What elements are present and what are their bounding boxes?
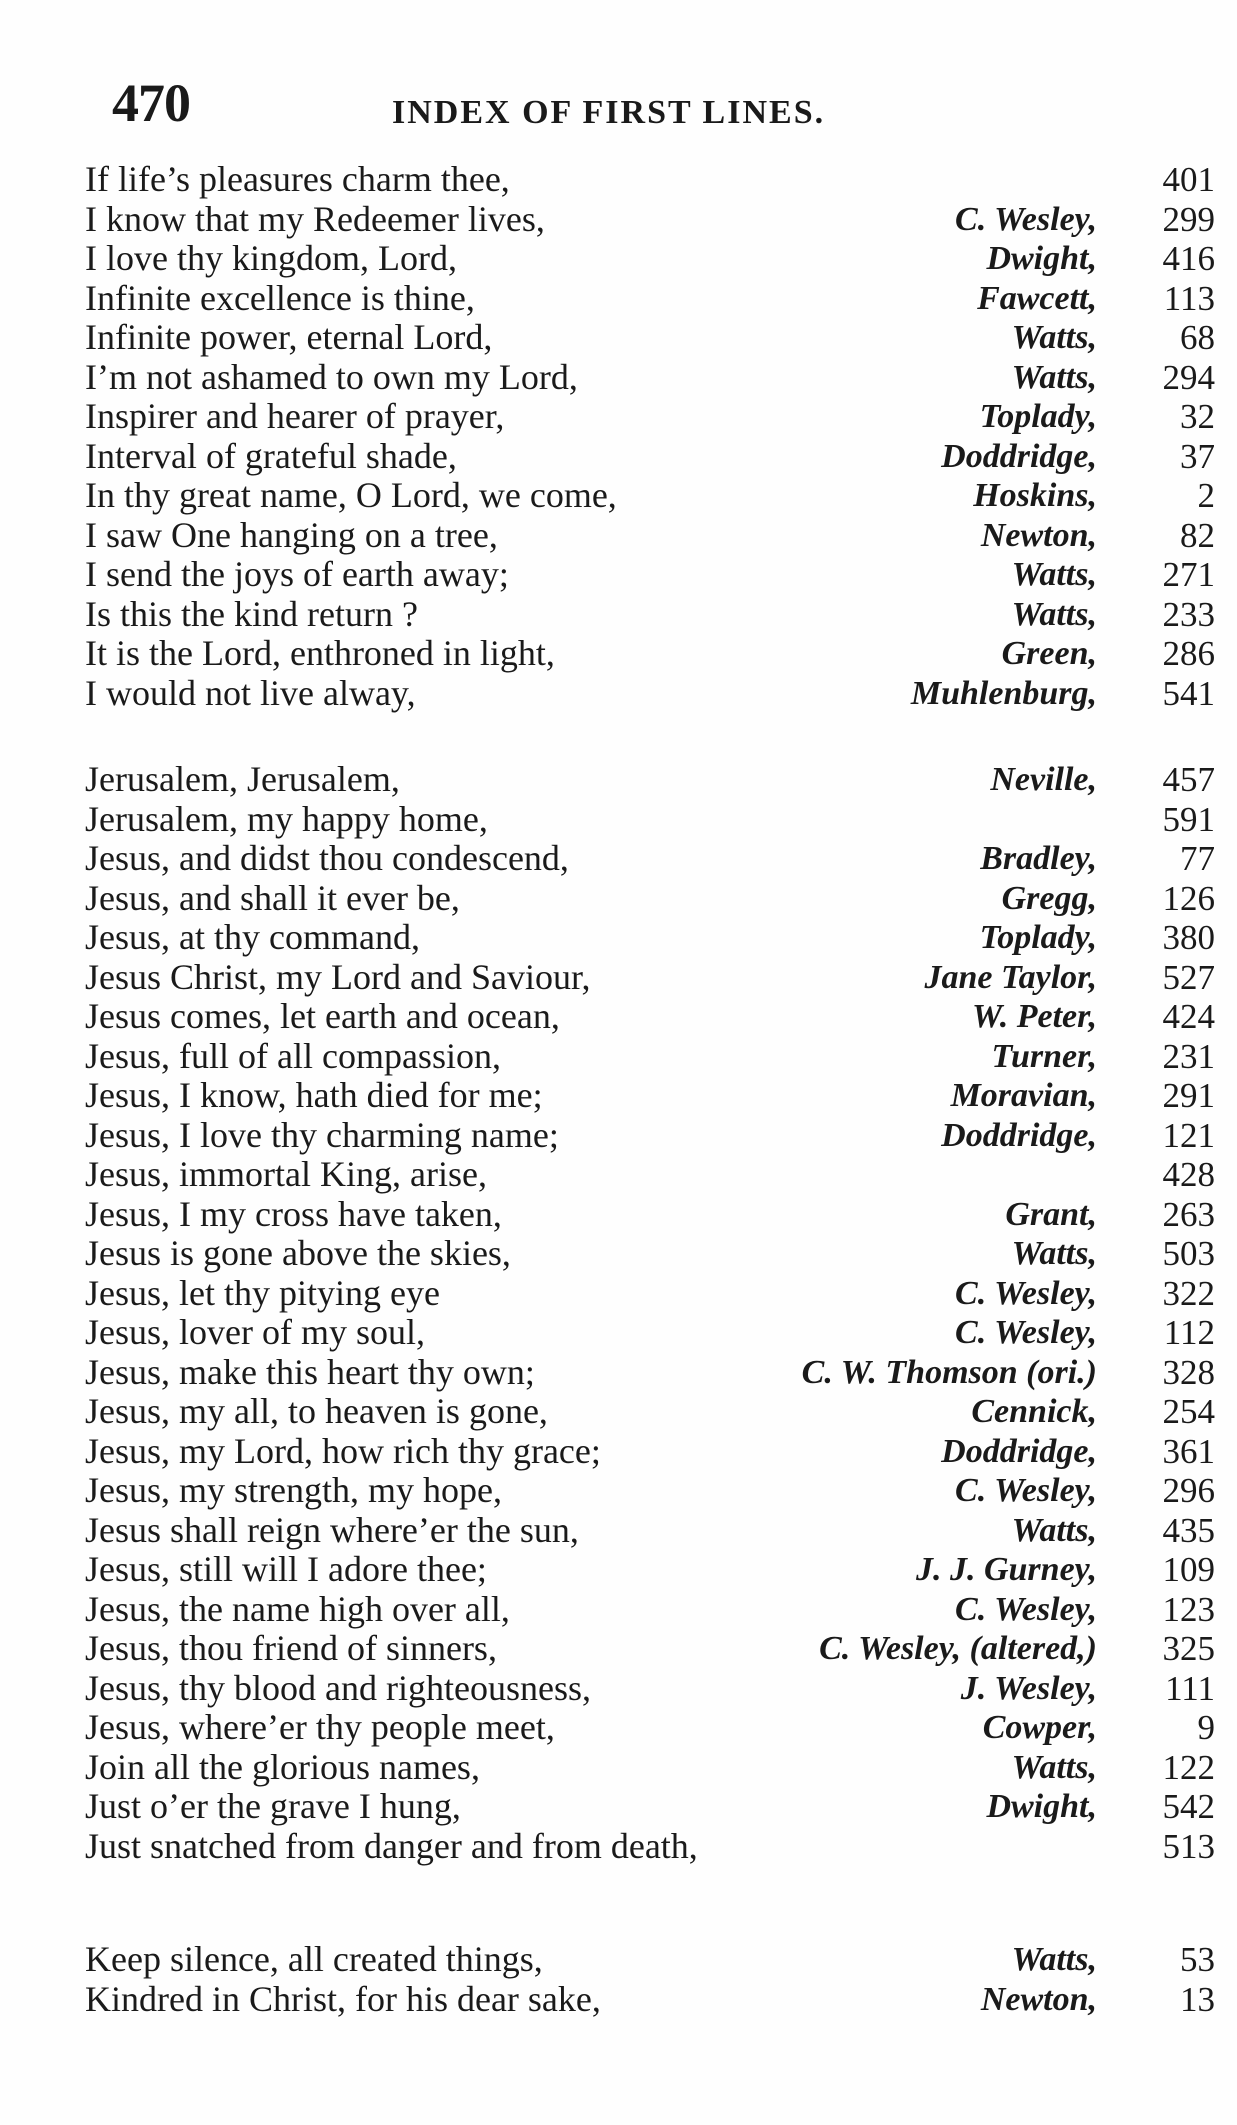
hymn-number: 291 bbox=[1162, 1076, 1215, 1115]
hymn-number: 435 bbox=[1162, 1510, 1215, 1550]
author-name: Cennick, bbox=[971, 1393, 1097, 1430]
index-entry bbox=[85, 160, 1215, 200]
author-name: C. Wesley, bbox=[955, 1314, 1097, 1351]
index-entry bbox=[85, 1234, 1215, 1274]
hymn-number: 122 bbox=[1162, 1747, 1215, 1787]
author-name: Moravian, bbox=[950, 1077, 1097, 1114]
hymn-number: 37 bbox=[1180, 436, 1215, 476]
index-entry bbox=[85, 437, 1215, 477]
index-entry bbox=[85, 1511, 1215, 1551]
first-line-text: Jesus, full of all compassion, bbox=[85, 1035, 501, 1076]
first-line-text: If life’s pleasures charm thee, bbox=[85, 159, 510, 199]
index-entry bbox=[85, 1827, 1215, 1867]
hymn-number: 112 bbox=[1163, 1313, 1215, 1352]
index-entry bbox=[85, 1940, 1215, 1980]
index-entry bbox=[85, 918, 1215, 958]
author-name: C. Wesley, bbox=[955, 1274, 1097, 1312]
author-name: Toplady, bbox=[979, 398, 1097, 435]
author-name: C. Wesley, (altered,) bbox=[819, 1630, 1097, 1667]
hymn-number: 328 bbox=[1162, 1352, 1215, 1392]
hymn-number: 542 bbox=[1162, 1787, 1215, 1826]
hymn-number: 111 bbox=[1165, 1668, 1215, 1708]
first-line-text: Jesus, I know, hath died for me; bbox=[85, 1075, 543, 1115]
index-entry bbox=[85, 555, 1215, 595]
first-line-text: I send the joys of earth away; bbox=[85, 554, 509, 594]
first-line-text: In thy great name, O Lord, we come, bbox=[85, 475, 617, 515]
author-name: Dwight, bbox=[986, 1788, 1097, 1825]
index-section-k bbox=[85, 1940, 1215, 2019]
first-line-text: Jesus Christ, my Lord and Saviour, bbox=[85, 956, 591, 997]
index-entry bbox=[85, 1980, 1215, 2020]
hymn-number: 113 bbox=[1163, 278, 1215, 318]
first-line-text: Kindred in Christ, for his dear sake, bbox=[85, 1978, 601, 2019]
first-line-text: Inspirer and hearer of prayer, bbox=[85, 396, 505, 436]
first-line-text: Keep silence, all created things, bbox=[85, 1939, 543, 1979]
first-line-text: Just o’er the grave I hung, bbox=[85, 1786, 461, 1826]
hymn-number: 121 bbox=[1162, 1115, 1215, 1155]
author-name: Cowper, bbox=[982, 1709, 1097, 1746]
index-entry bbox=[85, 200, 1215, 240]
index-entry bbox=[85, 595, 1215, 635]
author-name: Green, bbox=[1001, 635, 1097, 672]
hymn-number: 53 bbox=[1180, 1940, 1215, 1979]
index-entry bbox=[85, 1787, 1215, 1827]
first-line-text: Jesus, lover of my soul, bbox=[85, 1312, 425, 1352]
hymn-number: 109 bbox=[1162, 1550, 1215, 1589]
first-line-text: Jesus, where’er thy people meet, bbox=[85, 1707, 555, 1747]
author-name: J. J. Gurney, bbox=[915, 1551, 1097, 1588]
index-entry bbox=[85, 674, 1215, 714]
index-entry bbox=[85, 1748, 1215, 1788]
first-line-text: Jesus, the name high over all, bbox=[85, 1588, 510, 1629]
author-name: Doddridge, bbox=[941, 1116, 1097, 1154]
index-entry bbox=[85, 1392, 1215, 1432]
author-name: Newton, bbox=[980, 1980, 1097, 2018]
author-name: C. Wesley, bbox=[955, 200, 1097, 238]
hymn-number: 401 bbox=[1162, 160, 1215, 199]
hymn-number: 527 bbox=[1162, 957, 1215, 997]
first-line-text: It is the Lord, enthroned in light, bbox=[85, 633, 555, 673]
first-line-text: Jesus, and shall it ever be, bbox=[85, 877, 460, 918]
first-line-text: Jesus, I my cross have taken, bbox=[85, 1193, 502, 1234]
index-entry bbox=[85, 476, 1215, 516]
first-line-text: Jesus, my Lord, how rich thy grace; bbox=[85, 1430, 601, 1471]
hymn-number: 77 bbox=[1180, 839, 1215, 878]
first-line-text: Jesus, thy blood and righteousness, bbox=[85, 1667, 591, 1708]
hymn-number: 428 bbox=[1162, 1155, 1215, 1194]
index-entry bbox=[85, 1432, 1215, 1472]
hymn-number: 380 bbox=[1162, 918, 1215, 957]
hymn-number: 82 bbox=[1180, 515, 1215, 555]
author-name: J. Wesley, bbox=[960, 1669, 1097, 1707]
author-name: Gregg, bbox=[1001, 879, 1097, 917]
index-entry bbox=[85, 318, 1215, 358]
hymn-number: 424 bbox=[1162, 997, 1215, 1036]
author-name: Doddridge, bbox=[941, 1432, 1097, 1470]
first-line-text: Jerusalem, Jerusalem, bbox=[85, 759, 400, 799]
first-line-text: Interval of grateful shade, bbox=[85, 435, 457, 476]
first-line-text: Jesus, make this heart thy own; bbox=[85, 1351, 535, 1392]
author-name: C. Wesley, bbox=[955, 1590, 1097, 1628]
first-line-text: Infinite power, eternal Lord, bbox=[85, 317, 493, 357]
author-name: Watts, bbox=[1011, 1941, 1097, 1978]
index-entry bbox=[85, 358, 1215, 398]
hymn-number: 9 bbox=[1197, 1708, 1215, 1747]
index-entry bbox=[85, 800, 1215, 840]
first-line-text: Is this the kind return ? bbox=[85, 593, 418, 634]
hymn-number: 322 bbox=[1162, 1273, 1215, 1313]
first-line-text: Join all the glorious names, bbox=[85, 1746, 480, 1787]
hymn-number: 361 bbox=[1162, 1431, 1215, 1471]
author-name: Watts, bbox=[1011, 1235, 1097, 1272]
index-entry bbox=[85, 1708, 1215, 1748]
first-line-text: Jesus, and didst thou condescend, bbox=[85, 838, 569, 878]
hymn-number: 299 bbox=[1162, 199, 1215, 239]
hymn-number: 126 bbox=[1162, 878, 1215, 918]
index-entry bbox=[85, 760, 1215, 800]
first-line-text: Jesus shall reign where’er the sun, bbox=[85, 1509, 579, 1550]
author-name: Muhlenburg, bbox=[910, 674, 1097, 712]
hymn-number: 457 bbox=[1162, 760, 1215, 799]
author-name: Jane Taylor, bbox=[924, 958, 1097, 996]
index-entry bbox=[85, 1116, 1215, 1156]
first-line-text: I would not live alway, bbox=[85, 672, 416, 713]
hymn-number: 68 bbox=[1180, 318, 1215, 357]
author-name: W. Peter, bbox=[972, 998, 1097, 1035]
first-line-text: Jesus, thou friend of sinners, bbox=[85, 1628, 497, 1668]
author-name: C. Wesley, bbox=[955, 1472, 1097, 1509]
first-line-text: Jesus, still will I adore thee; bbox=[85, 1549, 487, 1589]
index-entry bbox=[85, 279, 1215, 319]
hymn-number: 254 bbox=[1162, 1392, 1215, 1431]
hymn-number: 296 bbox=[1162, 1471, 1215, 1510]
index-entry bbox=[85, 1629, 1215, 1669]
index-entry bbox=[85, 1076, 1215, 1116]
index-entry bbox=[85, 1471, 1215, 1511]
author-name: Watts, bbox=[1011, 358, 1097, 396]
hymn-number: 325 bbox=[1162, 1629, 1215, 1668]
index-entry bbox=[85, 1195, 1215, 1235]
index-section-i bbox=[85, 160, 1215, 713]
author-name: Doddridge, bbox=[941, 437, 1097, 475]
index-entry bbox=[85, 1155, 1215, 1195]
index-entry bbox=[85, 1353, 1215, 1393]
index-entry bbox=[85, 839, 1215, 879]
first-line-text: I love thy kingdom, Lord, bbox=[85, 238, 457, 278]
first-line-text: Jesus, at thy command, bbox=[85, 917, 420, 957]
first-line-text: Infinite excellence is thine, bbox=[85, 277, 475, 318]
hymn-number: 231 bbox=[1162, 1036, 1215, 1076]
index-entry bbox=[85, 397, 1215, 437]
first-line-text: Jesus, let thy pitying eye bbox=[85, 1272, 440, 1313]
author-name: Watts, bbox=[1011, 595, 1097, 633]
index-section-j bbox=[85, 760, 1215, 1866]
author-name: Grant, bbox=[1005, 1195, 1097, 1233]
author-name: Newton, bbox=[980, 516, 1097, 554]
index-entry bbox=[85, 516, 1215, 556]
hymn-number: 591 bbox=[1162, 799, 1215, 839]
hymn-number: 2 bbox=[1197, 476, 1215, 515]
hymn-number: 123 bbox=[1162, 1589, 1215, 1629]
hymn-number: 13 bbox=[1180, 1979, 1215, 2019]
page-number: 470 bbox=[112, 73, 190, 133]
index-entry bbox=[85, 1313, 1215, 1353]
index-entry bbox=[85, 958, 1215, 998]
author-name: Hoskins, bbox=[973, 477, 1097, 514]
index-entry bbox=[85, 239, 1215, 279]
first-line-text: Jesus, my all, to heaven is gone, bbox=[85, 1391, 548, 1431]
index-entry bbox=[85, 997, 1215, 1037]
first-line-text: Jesus comes, let earth and ocean, bbox=[85, 996, 560, 1036]
author-name: Watts, bbox=[1011, 556, 1097, 593]
first-line-text: Jesus, I love thy charming name; bbox=[85, 1114, 559, 1155]
index-entry bbox=[85, 1550, 1215, 1590]
author-name: Watts, bbox=[1011, 1511, 1097, 1549]
hymn-number: 271 bbox=[1162, 555, 1215, 594]
index-entry bbox=[85, 879, 1215, 919]
index-entry bbox=[85, 634, 1215, 674]
index-entry bbox=[85, 1274, 1215, 1314]
author-name: Fawcett, bbox=[977, 279, 1097, 317]
first-line-text: I know that my Redeemer lives, bbox=[85, 198, 545, 239]
first-line-text: Jesus is gone above the skies, bbox=[85, 1233, 511, 1273]
index-entry bbox=[85, 1669, 1215, 1709]
author-name: Turner, bbox=[991, 1037, 1097, 1075]
first-line-text: Jerusalem, my happy home, bbox=[85, 798, 488, 839]
hymn-number: 32 bbox=[1180, 397, 1215, 436]
page-header bbox=[112, 72, 1212, 142]
author-name: Dwight, bbox=[986, 240, 1097, 277]
hymn-number: 503 bbox=[1162, 1234, 1215, 1273]
page-title: INDEX OF FIRST LINES. bbox=[392, 94, 826, 131]
hymn-number: 263 bbox=[1162, 1194, 1215, 1234]
first-line-text: Just snatched from danger and from death, bbox=[85, 1825, 698, 1866]
author-name: Bradley, bbox=[980, 840, 1097, 877]
author-name: Neville, bbox=[990, 761, 1097, 798]
hymn-number: 416 bbox=[1162, 239, 1215, 278]
first-line-text: I’m not ashamed to own my Lord, bbox=[85, 356, 578, 397]
hymn-number: 294 bbox=[1162, 357, 1215, 397]
hymn-number: 513 bbox=[1162, 1826, 1215, 1866]
first-line-text: Jesus, my strength, my hope, bbox=[85, 1470, 502, 1510]
author-name: C. W. Thomson (ori.) bbox=[801, 1353, 1097, 1391]
author-name: Toplady, bbox=[979, 919, 1097, 956]
author-name: Watts, bbox=[1011, 319, 1097, 356]
first-line-text: Jesus, immortal King, arise, bbox=[85, 1154, 487, 1194]
first-line-text: I saw One hanging on a tree, bbox=[85, 514, 498, 555]
hymn-number: 233 bbox=[1162, 594, 1215, 634]
index-entry bbox=[85, 1590, 1215, 1630]
index-entry bbox=[85, 1037, 1215, 1077]
author-name: Watts, bbox=[1011, 1748, 1097, 1786]
hymn-number: 541 bbox=[1162, 673, 1215, 713]
hymn-number: 286 bbox=[1162, 634, 1215, 673]
